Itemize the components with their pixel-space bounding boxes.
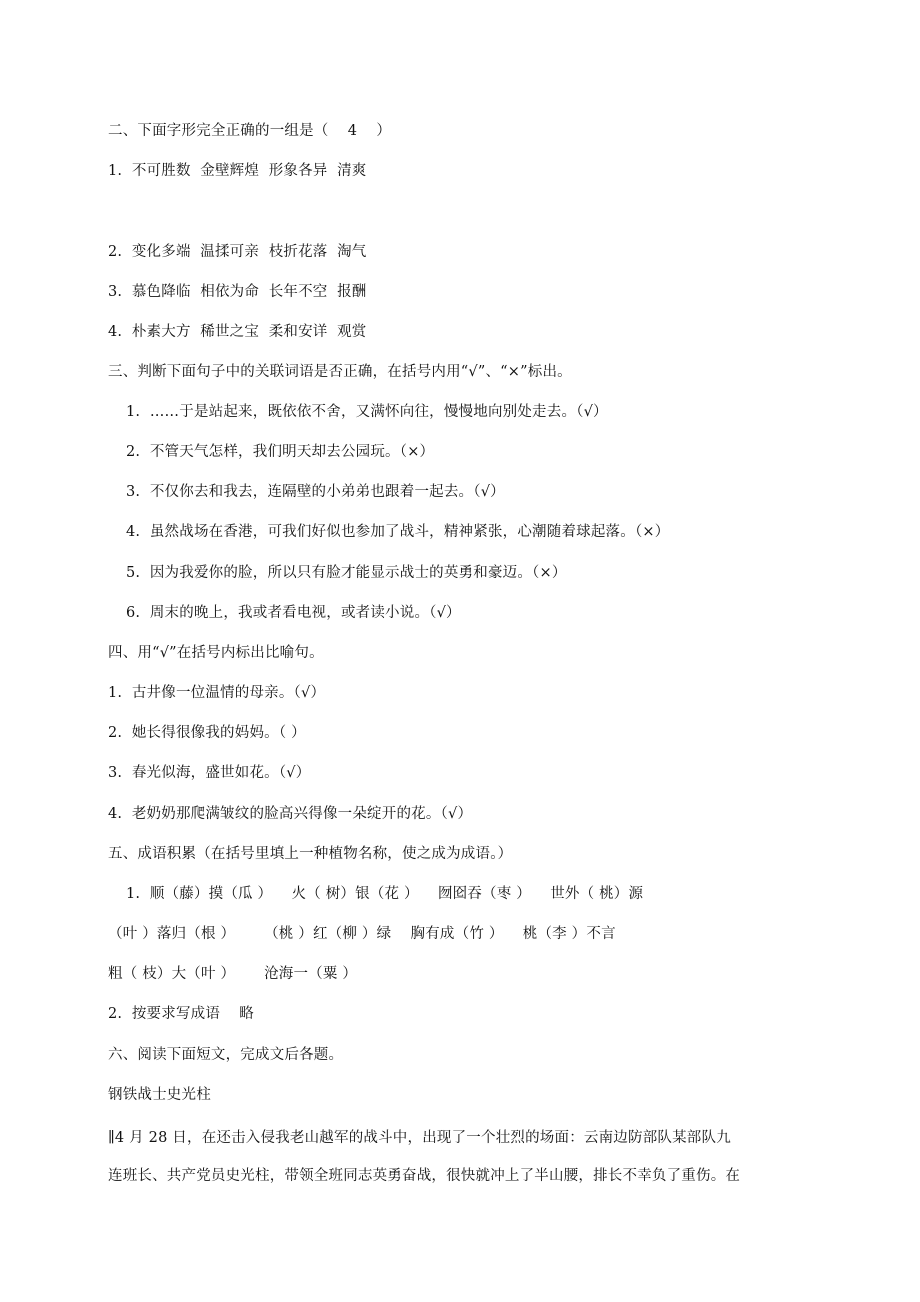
idiom-line-1: 1. 顺（藤）摸（瓜 ） 火（ 树）银（花 ） 囫囵吞（枣 ） 世外（ 桃）源 [126,886,644,902]
idiom-task-2: 2. 按要求写成语 略 [108,1006,254,1022]
idiom-line-3: 粗（ 枝）大（叶 ） 沧海一（粟 ） [108,966,358,982]
simile-item-3: 3. 春光似海，盛世如花。（√） [108,765,311,781]
option-line-4: 4. 朴素大方 稀世之宝 柔和安详 观赏 [108,324,367,340]
simile-item-1: 1. 古井像一位温情的母亲。（√） [108,685,326,701]
article-title: 钢铁战士史光柱 [108,1087,211,1103]
section-5-heading: 五、成语积累（在括号里填上一种植物名称，使之成为成语。） [108,846,513,862]
section-3-heading: 三、判断下面句子中的关联词语是否正确，在括号内用“√”、“×”标出。 [108,364,572,380]
option-line-1: 1. 不可胜数 金壁辉煌 形象各异 清爽 [108,163,367,179]
judgement-item-2: 2. 不管天气怎样，我们明天却去公园玩。（×） [126,444,435,460]
judgement-item-4: 4. 虽然战场在香港，可我们好似也参加了战斗，精神紧张，心潮随着球起落。（×） [126,524,670,540]
simile-item-4: 4. 老奶奶那爬满皱纹的脸高兴得像一朵绽开的花。（√） [108,806,473,822]
article-paragraph-line-2: 连班长、共产党员史光柱，带领全班同志英勇奋战，很快就冲上了半山腰，排长不幸负了重伤。在 [108,1168,741,1184]
article-paragraph-line-1: ∥4 月 28 日，在还击入侵我老山越军的战斗中，出现了一个壮烈的场面：云南边防部队某部队九 [108,1130,731,1146]
option-line-2: 2. 变化多端 温揉可亲 枝折花落 淘气 [108,244,367,260]
simile-item-2: 2. 她长得很像我的妈妈。（ ） [108,725,306,741]
option-line-3: 3. 慕色降临 相依为命 长年不空 报酬 [108,284,367,300]
judgement-item-5: 5. 因为我爱你的脸，所以只有脸才能显示战士的英勇和豪迈。（×） [126,565,567,581]
judgement-item-3: 3. 不仅你去和我去，连隔壁的小弟弟也跟着一起去。（√） [126,484,505,500]
judgement-item-1: 1. ……于是站起来，既依依不舍，又满怀向往，慢慢地向别处走去。（√） [126,404,608,420]
idiom-line-2: （叶 ）落归（根 ） （桃 ）红（柳 ）绿 胸有成（竹 ） 桃（李 ）不言 [108,926,616,942]
section-4-heading: 四、用“√”在括号内标出比喻句。 [108,645,324,661]
section-2-heading: 二、下面字形完全正确的一组是（ 4 ） [108,123,392,139]
judgement-item-6: 6. 周末的晚上，我或者看电视，或者读小说。（√） [126,605,461,621]
section-6-heading: 六、阅读下面短文，完成文后各题。 [108,1047,344,1063]
